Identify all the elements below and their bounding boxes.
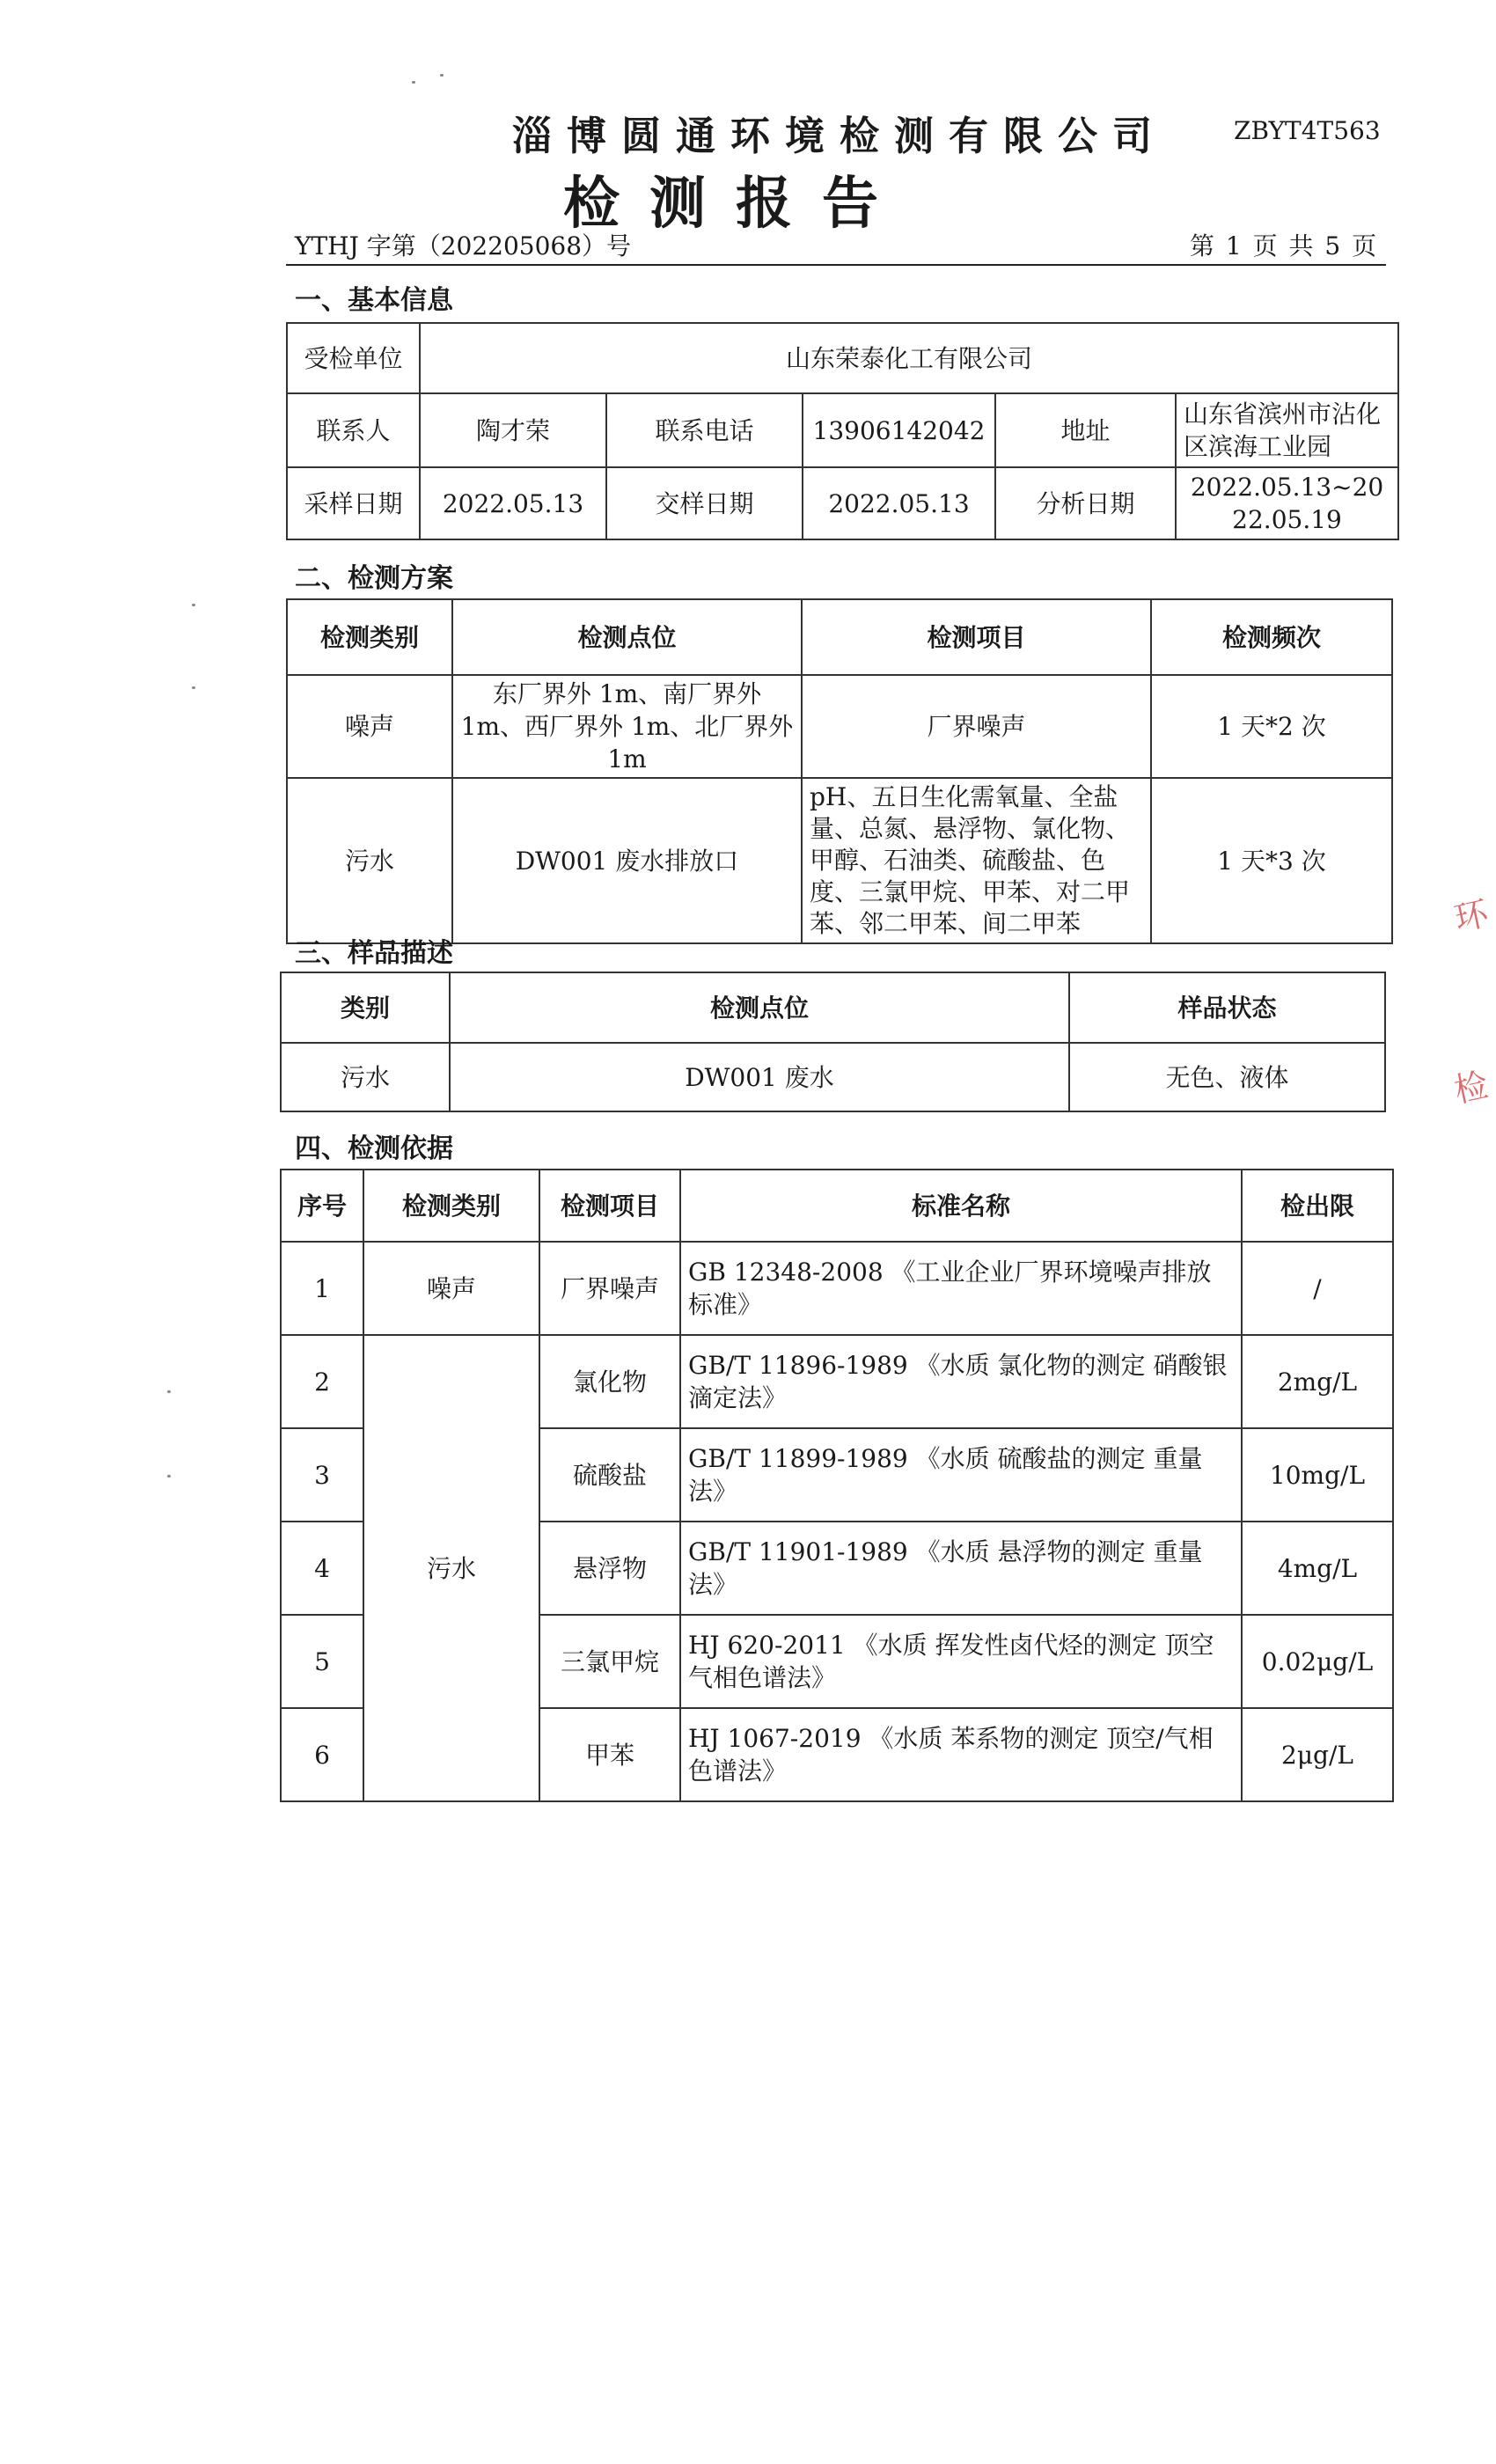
contact-label: 联系人 xyxy=(287,393,420,467)
basis-item: 硫酸盐 xyxy=(539,1428,680,1522)
basis-category: 污水 xyxy=(363,1335,539,1801)
sample-header-state: 样品状态 xyxy=(1069,972,1385,1043)
sample-state: 无色、液体 xyxy=(1069,1043,1385,1111)
sample-table xyxy=(280,972,1386,1112)
address-label: 地址 xyxy=(995,393,1176,467)
basis-standard: GB/T 11896-1989 《水质 氯化物的测定 硝酸银滴定法》 xyxy=(680,1335,1242,1428)
sample-header-point: 检测点位 xyxy=(450,972,1069,1043)
delivery-date-label: 交样日期 xyxy=(606,467,803,539)
plan-items: pH、五日生化需氧量、全盐量、总氮、悬浮物、氯化物、甲醇、石油类、硫酸盐、色度、三氯甲烷、甲苯、对二甲苯、邻二甲苯、间二甲苯 xyxy=(802,778,1151,943)
plan-items: 厂界噪声 xyxy=(802,675,1151,778)
scan-speck xyxy=(192,604,195,606)
plan-point: DW001 废水排放口 xyxy=(452,778,802,943)
company-name: 淄博圆通环境检测有限公司 xyxy=(512,113,1168,159)
basis-limit: 10mg/L xyxy=(1242,1428,1393,1522)
basis-no: 2 xyxy=(281,1335,363,1428)
plan-header-point: 检测点位 xyxy=(452,599,802,675)
basis-table xyxy=(280,1169,1394,1802)
section-sample: 三、样品描述 xyxy=(295,938,453,969)
table-row xyxy=(281,1043,1385,1111)
plan-category: 噪声 xyxy=(287,675,452,778)
analysis-date-label: 分析日期 xyxy=(995,467,1176,539)
basis-header-no: 序号 xyxy=(281,1170,363,1242)
basis-header-limit: 检出限 xyxy=(1242,1170,1393,1242)
plan-point: 东厂界外 1m、南厂界外 1m、西厂界外 1m、北厂界外 1m xyxy=(452,675,802,778)
sampling-date: 2022.05.13 xyxy=(420,467,606,539)
plan-category: 污水 xyxy=(287,778,452,943)
basis-item: 厂界噪声 xyxy=(539,1242,680,1335)
basis-limit: 2mg/L xyxy=(1242,1335,1393,1428)
basis-limit: 4mg/L xyxy=(1242,1522,1393,1615)
basis-category: 噪声 xyxy=(363,1242,539,1335)
document-code: ZBYT4T563 xyxy=(1234,116,1381,145)
section-basic-info: 一、基本信息 xyxy=(295,285,453,316)
basis-item: 三氯甲烷 xyxy=(539,1615,680,1708)
basis-no: 5 xyxy=(281,1615,363,1708)
basis-standard: GB 12348-2008 《工业企业厂界环境噪声排放标准》 xyxy=(680,1242,1242,1335)
section-plan: 二、检测方案 xyxy=(295,563,453,594)
sample-header-category: 类别 xyxy=(281,972,450,1043)
basis-limit: 0.02μg/L xyxy=(1242,1615,1393,1708)
report-title: 检测报告 xyxy=(563,171,908,237)
basis-item: 悬浮物 xyxy=(539,1522,680,1615)
basis-no: 3 xyxy=(281,1428,363,1522)
scan-speck xyxy=(192,686,195,689)
basis-standard: GB/T 11901-1989 《水质 悬浮物的测定 重量法》 xyxy=(680,1522,1242,1615)
plan-header-items: 检测项目 xyxy=(802,599,1151,675)
report-number: YTHJ 字第（202205068）号 xyxy=(295,231,632,260)
sample-category: 污水 xyxy=(281,1043,450,1111)
address: 山东省滨州市沾化区滨海工业园 xyxy=(1176,393,1398,467)
inspected-unit: 山东荣泰化工有限公司 xyxy=(420,323,1398,393)
basis-header-category: 检测类别 xyxy=(363,1170,539,1242)
sampling-date-label: 采样日期 xyxy=(287,467,420,539)
basic-info-table xyxy=(286,322,1399,540)
basis-no: 6 xyxy=(281,1708,363,1801)
analysis-date: 2022.05.13~2022.05.19 xyxy=(1176,467,1398,539)
phone-number: 13906142042 xyxy=(803,393,995,467)
seal-fragment-bottom: 检 xyxy=(1450,1065,1492,1111)
scan-speck xyxy=(167,1475,171,1478)
scan-speck xyxy=(440,74,444,77)
section-basis: 四、检测依据 xyxy=(295,1133,453,1164)
plan-header-category: 检测类别 xyxy=(287,599,452,675)
basis-item: 甲苯 xyxy=(539,1708,680,1801)
basis-no: 1 xyxy=(281,1242,363,1335)
header-rule xyxy=(286,264,1386,266)
basis-standard: GB/T 11899-1989 《水质 硫酸盐的测定 重量法》 xyxy=(680,1428,1242,1522)
contact-person: 陶才荣 xyxy=(420,393,606,467)
table-row xyxy=(281,1242,1393,1335)
table-row xyxy=(287,675,1392,778)
basis-limit: / xyxy=(1242,1242,1393,1335)
basis-header-standard: 标准名称 xyxy=(680,1170,1242,1242)
unit-label: 受检单位 xyxy=(287,323,420,393)
basis-standard: HJ 1067-2019 《水质 苯系物的测定 顶空/气相色谱法》 xyxy=(680,1708,1242,1801)
delivery-date: 2022.05.13 xyxy=(803,467,995,539)
seal-fragment-top: 环 xyxy=(1450,893,1492,939)
page-number: 第 1 页 共 5 页 xyxy=(1190,231,1377,260)
basis-no: 4 xyxy=(281,1522,363,1615)
basis-limit: 2μg/L xyxy=(1242,1708,1393,1801)
table-row xyxy=(287,778,1392,943)
basis-standard: HJ 620-2011 《水质 挥发性卤代烃的测定 顶空气相色谱法》 xyxy=(680,1615,1242,1708)
basis-header-item: 检测项目 xyxy=(539,1170,680,1242)
plan-frequency: 1 天*2 次 xyxy=(1151,675,1392,778)
table-row xyxy=(281,1335,1393,1428)
sample-point: DW001 废水 xyxy=(450,1043,1069,1111)
basis-item: 氯化物 xyxy=(539,1335,680,1428)
plan-table xyxy=(286,598,1393,944)
scan-speck xyxy=(412,81,415,84)
plan-frequency: 1 天*3 次 xyxy=(1151,778,1392,943)
phone-label: 联系电话 xyxy=(606,393,803,467)
scan-speck xyxy=(167,1390,171,1393)
plan-header-frequency: 检测频次 xyxy=(1151,599,1392,675)
